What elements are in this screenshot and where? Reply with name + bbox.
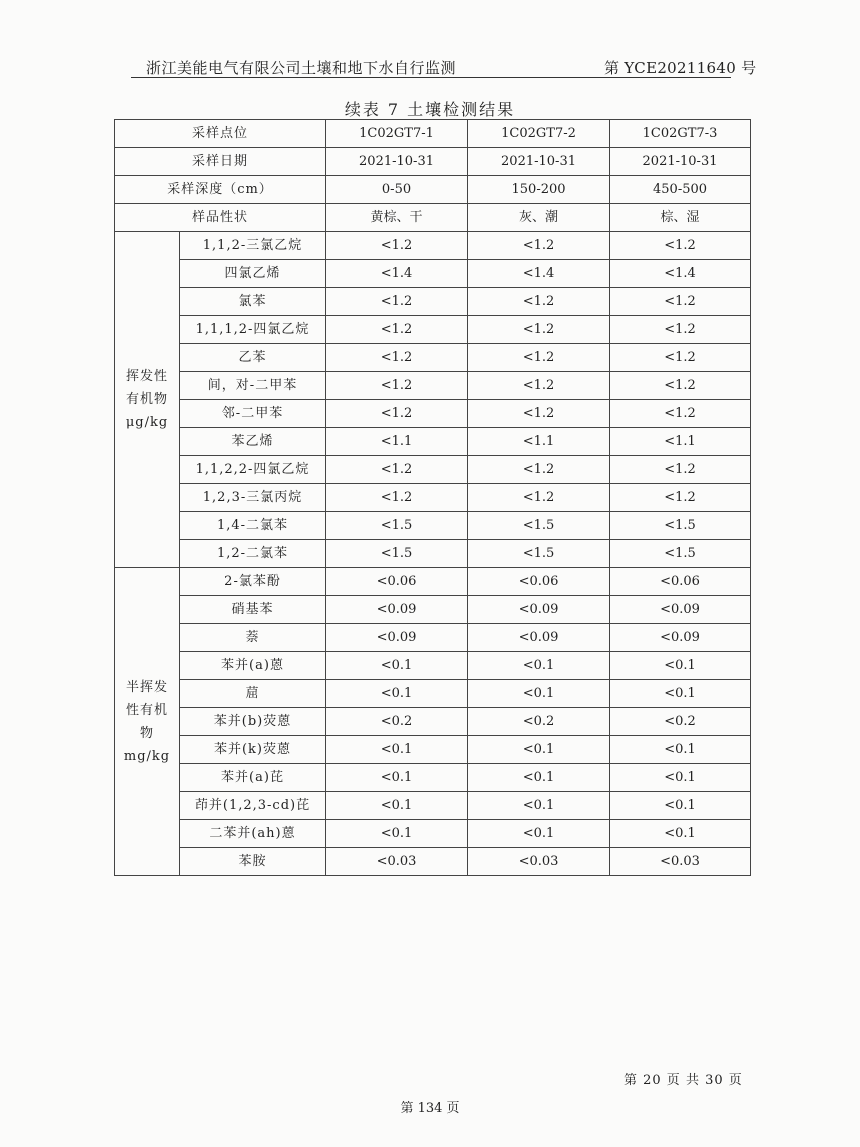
result-value: <0.06 [610,568,751,596]
table-row [115,624,751,652]
table-row [115,428,751,456]
result-value: <1.2 [326,484,468,512]
group-label-line: 物 [139,725,154,741]
info-value: 1C02GT7-3 [610,120,751,148]
info-label: 采样深度（cm） [115,176,326,204]
result-value: <0.03 [610,848,751,876]
info-value: 2021-10-31 [610,148,751,176]
analyte-name: 苯并(k)荧蒽 [180,736,326,764]
result-value: <1.2 [468,288,610,316]
table-row [115,568,751,596]
result-value: <1.2 [326,456,468,484]
table-row [115,848,751,876]
table-row [115,708,751,736]
info-label: 采样日期 [115,148,326,176]
result-value: <0.1 [326,764,468,792]
result-value: <0.1 [326,652,468,680]
header-company: 浙江美能电气有限公司土壤和地下水自行监测 [146,59,457,77]
result-value: <0.1 [468,652,610,680]
group-label-line: 性有机 [125,702,168,718]
soil-results-table [114,119,751,876]
table-title: 续表 7 土壤检测结果 [344,100,516,119]
analyte-name: 苯乙烯 [180,428,326,456]
result-value: <1.2 [326,288,468,316]
info-value: 0-50 [326,176,468,204]
analyte-name: 1,2,3-三氯丙烷 [180,484,326,512]
result-value: <0.1 [610,792,751,820]
result-value: <1.2 [610,372,751,400]
result-value: <0.2 [326,708,468,736]
result-value: <1.5 [468,512,610,540]
info-value: 1C02GT7-1 [326,120,468,148]
info-value: 2021-10-31 [326,148,468,176]
result-value: <0.1 [468,736,610,764]
analyte-name: 四氯乙烯 [180,260,326,288]
result-value: <1.4 [468,260,610,288]
result-value: <1.2 [468,232,610,260]
table-row [115,792,751,820]
table-row [115,596,751,624]
result-value: <1.2 [610,456,751,484]
analyte-name: 乙苯 [180,344,326,372]
result-value: <1.5 [326,540,468,568]
result-value: <1.2 [468,400,610,428]
result-value: <0.09 [610,596,751,624]
table-row [115,232,751,260]
header-divider [131,77,731,78]
analyte-name: 1,1,1,2-四氯乙烷 [180,316,326,344]
result-value: <1.2 [326,344,468,372]
info-value: 灰、潮 [468,204,610,232]
result-value: <0.1 [468,820,610,848]
analyte-name: 苯并(a)芘 [180,764,326,792]
result-value: <0.09 [326,624,468,652]
analyte-name: 1,1,2,2-四氯乙烷 [180,456,326,484]
table-row [115,344,751,372]
analyte-name: 硝基苯 [180,596,326,624]
result-value: <0.09 [610,624,751,652]
result-value: <0.2 [468,708,610,736]
result-value: <0.1 [326,680,468,708]
result-value: <0.1 [610,736,751,764]
info-label: 采样点位 [115,120,326,148]
result-value: <0.1 [610,820,751,848]
result-value: <1.4 [610,260,751,288]
result-value: <0.2 [610,708,751,736]
result-value: <0.1 [326,792,468,820]
analyte-name: 氯苯 [180,288,326,316]
result-value: <1.2 [610,232,751,260]
result-value: <1.2 [610,484,751,512]
result-value: <1.5 [468,540,610,568]
analyte-name: 邻-二甲苯 [180,400,326,428]
result-value: <0.03 [468,848,610,876]
table-row [115,680,751,708]
result-value: <1.2 [326,400,468,428]
analyte-name: 间，对-二甲苯 [180,372,326,400]
table-row [115,484,751,512]
result-value: <0.1 [468,792,610,820]
analyte-name: 苯并(a)蒽 [180,652,326,680]
table-row [115,512,751,540]
table-row [115,316,751,344]
info-label: 样品性状 [115,204,326,232]
info-row [115,176,751,204]
analyte-name: 苯并(b)荧蒽 [180,708,326,736]
group-label [115,568,180,876]
result-value: <0.1 [610,680,751,708]
info-row [115,204,751,232]
info-row [115,148,751,176]
group-label-line: mg/kg [123,748,171,764]
analyte-name: 萘 [180,624,326,652]
result-value: <0.1 [610,764,751,792]
result-value: <1.2 [610,288,751,316]
table-row [115,372,751,400]
page-number-total: 第 134 页 [400,1101,460,1116]
group-label [115,232,180,568]
result-value: <1.2 [610,400,751,428]
result-value: <1.2 [610,344,751,372]
table-row [115,540,751,568]
analyte-name: 二苯并(ah)蒽 [180,820,326,848]
result-value: <1.2 [468,456,610,484]
info-value: 450-500 [610,176,751,204]
info-value: 1C02GT7-2 [468,120,610,148]
result-value: <1.2 [468,484,610,512]
analyte-name: 2-氯苯酚 [180,568,326,596]
result-value: <1.1 [610,428,751,456]
result-value: <1.2 [468,372,610,400]
group-label-line: 有机物 [125,392,168,407]
result-value: <0.1 [610,652,751,680]
table-row [115,260,751,288]
result-value: <1.5 [610,540,751,568]
result-value: <0.09 [468,596,610,624]
result-value: <1.2 [326,232,468,260]
result-value: <0.09 [468,624,610,652]
info-row [115,120,751,148]
result-value: <1.2 [610,316,751,344]
table-row [115,820,751,848]
result-value: <1.2 [468,344,610,372]
table-row [115,456,751,484]
result-value: <1.4 [326,260,468,288]
table-row [115,400,751,428]
info-value: 2021-10-31 [468,148,610,176]
table-row [115,764,751,792]
result-value: <0.1 [468,680,610,708]
table-row [115,652,751,680]
result-value: <0.03 [326,848,468,876]
result-value: <1.2 [326,372,468,400]
result-value: <1.1 [326,428,468,456]
analyte-name: 苯胺 [180,848,326,876]
header-report-number: 第 YCE20211640 号 [604,59,757,77]
result-value: <1.5 [326,512,468,540]
result-value: <0.1 [326,736,468,764]
table-row [115,736,751,764]
analyte-name: 䓛 [180,680,326,708]
result-value: <1.1 [468,428,610,456]
result-value: <0.1 [468,764,610,792]
result-value: <1.2 [468,316,610,344]
result-value: <1.5 [610,512,751,540]
info-value: 棕、湿 [610,204,751,232]
group-label-line: μg/kg [125,415,169,430]
table-row [115,288,751,316]
analyte-name: 1,1,2-三氯乙烷 [180,232,326,260]
analyte-name: 1,4-二氯苯 [180,512,326,540]
page-number-section: 第 20 页 共 30 页 [624,1073,743,1088]
analyte-name: 1,2-二氯苯 [180,540,326,568]
info-value: 150-200 [468,176,610,204]
analyte-name: 茚并(1,2,3-cd)芘 [180,792,326,820]
result-value: <0.06 [468,568,610,596]
info-value: 黄棕、干 [326,204,468,232]
result-value: <0.09 [326,596,468,624]
group-label-line: 挥发性 [125,369,168,384]
result-value: <0.06 [326,568,468,596]
group-label-line: 半挥发 [125,679,168,695]
result-value: <0.1 [326,820,468,848]
result-value: <1.2 [326,316,468,344]
